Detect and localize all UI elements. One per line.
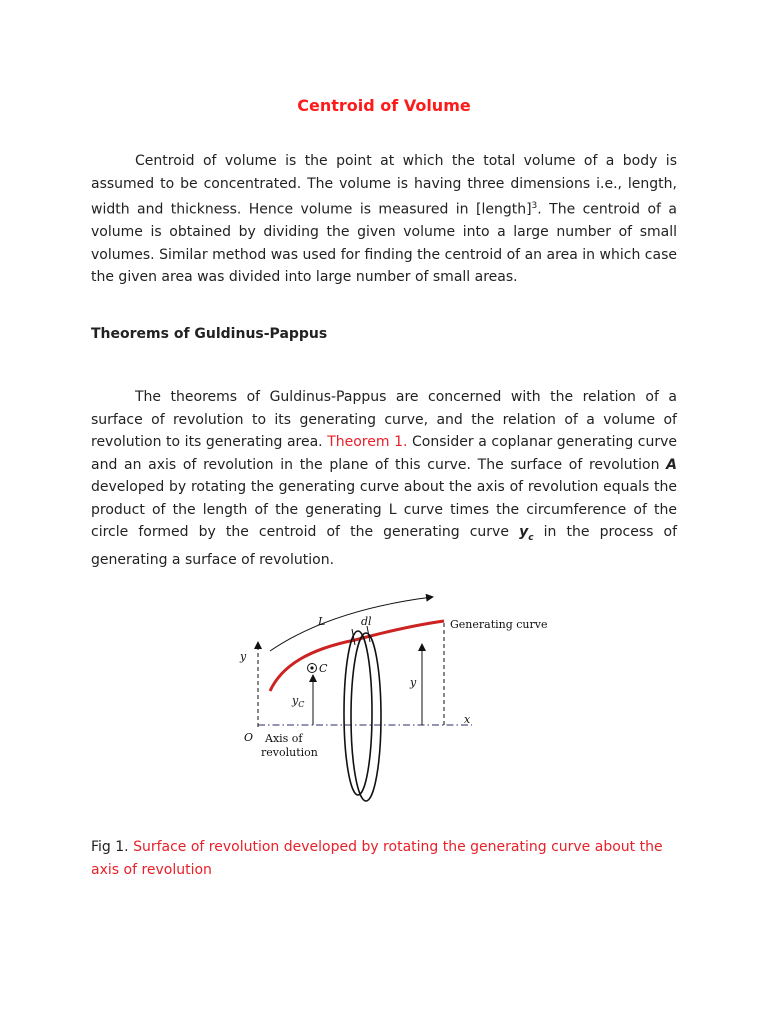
intro-superscript: 3 [531,201,538,211]
theorem-label: Theorem 1. [327,434,408,450]
symbol-yc [519,524,534,543]
section-heading: Theorems of Guldinus-Pappus [91,326,328,342]
label-yc-main: y [292,694,299,707]
revolution-figure [0,585,768,825]
symbol-a: A [666,456,677,473]
intro-text-1: Centroid of volume is the point at which the total volume of a body is assumed to be concentrated. The volume is having three dimensions i.e., length, width and thickness. Hence volume is measured in [length] [91,153,677,218]
caption-prefix: Fig 1. [91,839,129,855]
label-L: L [318,615,326,628]
label-axis-line2: revolution [261,746,318,759]
symbol-yc-sub: c [528,532,534,543]
revolution-ring-inner [344,631,372,795]
theorem-text-1: The theorems of Guldinus-Pappus are concerned with the relation of a surface of revolution to its generating curve, and the relation of a volume of revolution to its generating area. [91,389,677,450]
label-origin: O [244,731,254,744]
theorem-text-4: in the process of generating a surface of revolution. [91,524,678,569]
label-y-axis: y [240,650,247,663]
figure-caption [91,836,677,881]
theorem-paragraph [91,386,677,572]
label-dl: dl [361,615,372,628]
label-x-axis: x [464,713,471,726]
label-yc [291,694,304,709]
intro-text-2: . The centroid of a volume is obtained by dividing the given volume into a large number of small volumes. Similar method was used for finding the centroid of an area in which case the given area was divided into large number of small areas. [91,201,677,286]
label-axis-line1: Axis of [265,732,303,745]
page-title: Centroid of Volume [297,96,471,115]
label-centroid: C [319,662,328,675]
caption-text: Surface of revolution developed by rotating the generating curve about the axis of revolution [91,839,663,878]
theorem-text-2: Consider a coplanar generating curve and an axis of revolution in the plane of this curve. The surface of revolution [91,434,678,473]
intro-paragraph [91,150,677,289]
symbol-yc-main: y [519,524,529,540]
label-y-height: y [410,676,417,689]
revolution-ring-outer [351,633,381,801]
label-yc-sub: C [298,700,305,709]
label-generating-curve: Generating curve [450,618,548,631]
theorem-text-3: developed by rotating the generating curve about the axis of revolution equals the product of the length of the generating L curve times the circumference of the circle formed by the centroid of the generating curve [91,479,677,540]
centroid-dot [310,666,313,669]
